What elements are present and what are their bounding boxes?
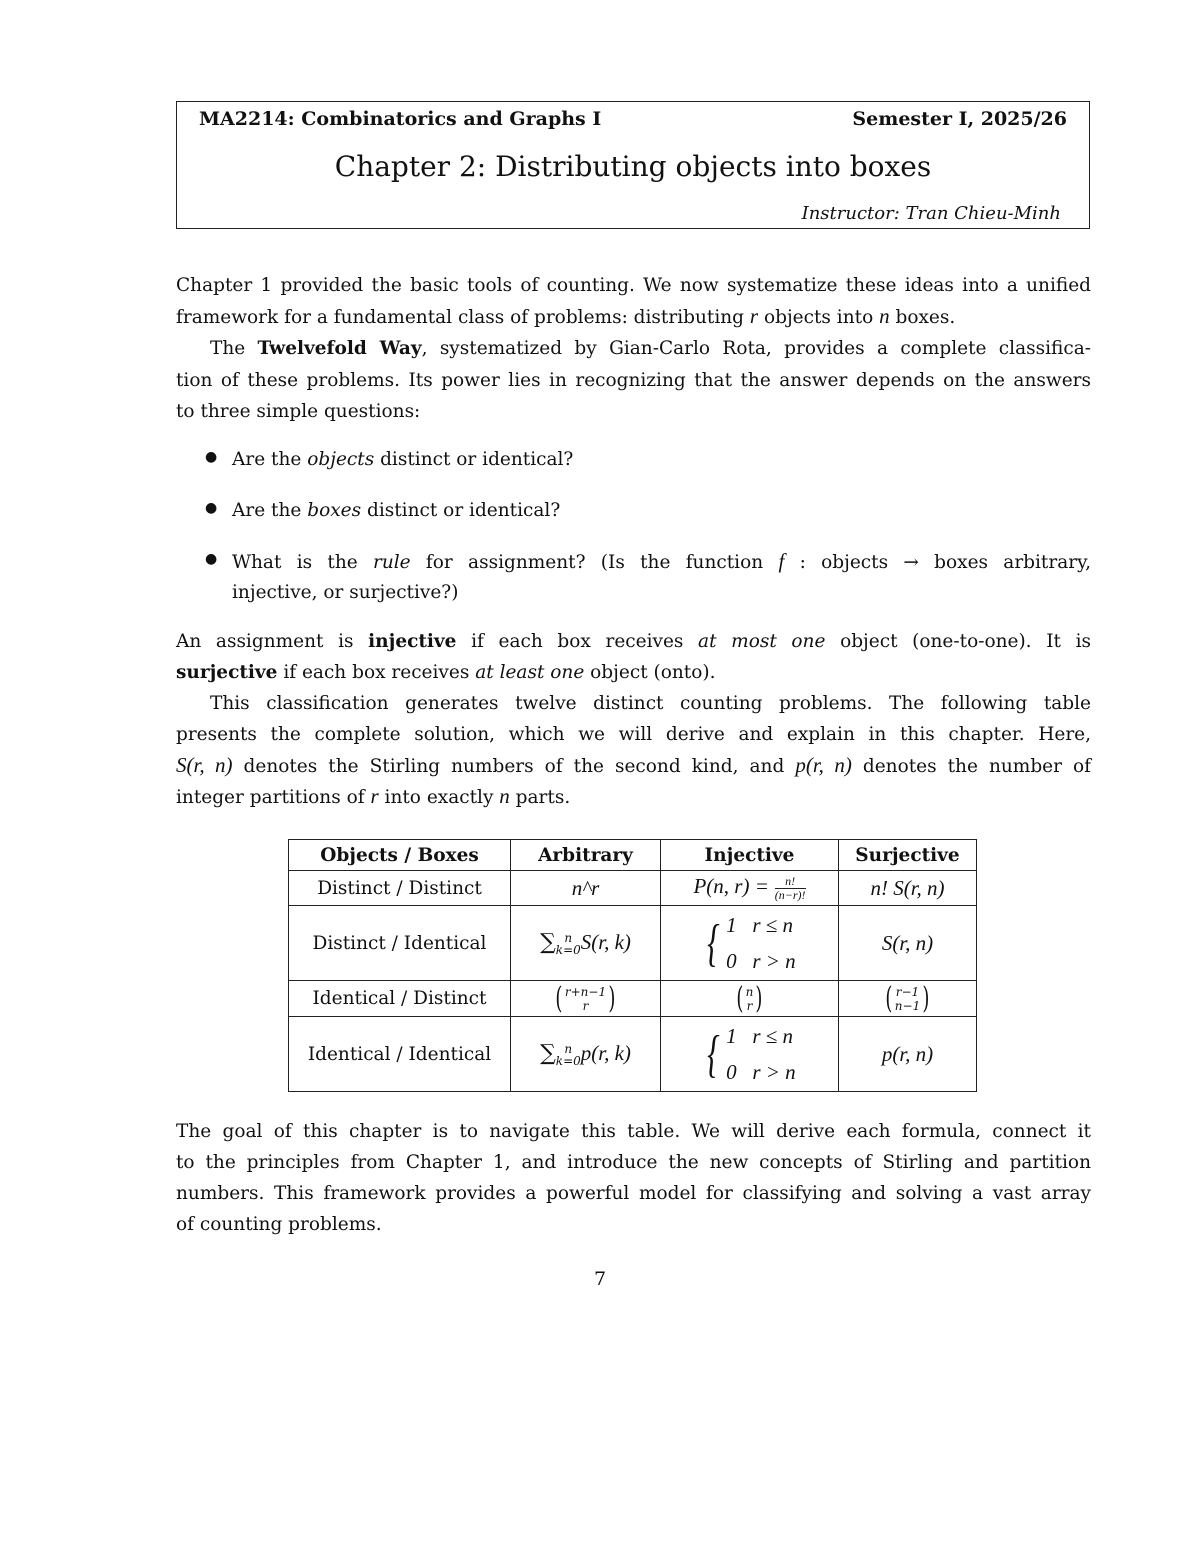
- bullet-icon: ●: [205, 500, 218, 516]
- paragraph-line: tion of these problems. Its power lies in recognizing that the answer depends on the answers: [176, 370, 1091, 391]
- table-row: [289, 981, 977, 1017]
- paragraph-line: The Twelvefold Way, systematized by Gian-Carlo Rota, provides a complete classifica-: [210, 338, 1091, 359]
- paragraph-line: S(r, n) denotes the Stirling numbers of the second kind, and p(r, n) denotes the number of: [176, 753, 1091, 777]
- bullet-icon: ●: [205, 449, 218, 465]
- row-label: Identical / Distinct: [289, 981, 511, 1017]
- paragraph-line: surjective if each box receives at least one object (onto).: [176, 662, 716, 683]
- formula-cell: ( r−1 n−1 ): [839, 981, 977, 1017]
- paragraph-line: to the principles from Chapter 1, and introduce the new concepts of Stirling and partition: [176, 1152, 1091, 1173]
- header-cell: Objects / Boxes: [289, 840, 511, 871]
- formula-cell: n^r: [511, 871, 661, 906]
- header-cell: Surjective: [839, 840, 977, 871]
- bullet-item: Are the boxes distinct or identical?: [232, 500, 561, 521]
- semester: Semester I, 2025/26: [852, 108, 1067, 130]
- chapter-header-box: [176, 101, 1090, 229]
- formula-cell: S(r, n): [839, 906, 977, 981]
- twelvefold-way-table: [288, 839, 977, 1092]
- paragraph-line: This classification generates twelve distinct counting problems. The following table: [210, 693, 1091, 714]
- formula-cell: n! S(r, n): [839, 871, 977, 906]
- paragraph-line: Chapter 1 provided the basic tools of counting. We now systematize these ideas into a unified: [176, 275, 1091, 296]
- chapter-title: Chapter 2: Distributing objects into boxes: [334, 150, 932, 183]
- course-title: MA2214: Combinatorics and Graphs I: [199, 108, 602, 130]
- paragraph-line: The goal of this chapter is to navigate this table. We will derive each formula, connect it: [176, 1121, 1091, 1142]
- row-label: Identical / Identical: [289, 1017, 511, 1092]
- header-cell: Arbitrary: [511, 840, 661, 871]
- paragraph-line: numbers. This framework provides a powerful model for classifying and solving a vast array: [176, 1183, 1091, 1204]
- paragraph-line: framework for a fundamental class of problems: distributing r objects into n boxes.: [176, 304, 956, 328]
- bullet-item: Are the objects distinct or identical?: [232, 449, 574, 470]
- table-row: [289, 871, 977, 906]
- paragraph-line: integer partitions of r into exactly n parts.: [176, 784, 571, 808]
- header-cell: Injective: [661, 840, 839, 871]
- formula-cell: { 1 r ≤ n 0 r > n: [661, 1017, 839, 1092]
- paragraph-line: to three simple questions:: [176, 401, 421, 422]
- paragraph-line: presents the complete solution, which we will derive and explain in this chapter. Here,: [176, 724, 1091, 745]
- formula-cell: ∑ n k=0 p(r, k): [511, 1017, 661, 1092]
- row-label: Distinct / Identical: [289, 906, 511, 981]
- formula-cell: p(r, n): [839, 1017, 977, 1092]
- formula-cell: ∑ n k=0 S(r, k): [511, 906, 661, 981]
- formula-cell: ( r+n−1 r ): [511, 981, 661, 1017]
- formula-cell: { 1 r ≤ n 0 r > n: [661, 906, 839, 981]
- table-row: [289, 1017, 977, 1092]
- bullet-icon: ●: [205, 551, 218, 567]
- table-row: [289, 906, 977, 981]
- bullet-item: What is the rule for assignment? (Is the function f : objects → boxes arbitrary,: [232, 549, 1091, 573]
- paragraph-line: An assignment is injective if each box receives at most one object (one-to-one). It is: [176, 631, 1091, 652]
- row-label: Distinct / Distinct: [289, 871, 511, 906]
- bullet-item-continued: injective, or surjective?): [232, 582, 459, 603]
- formula-cell: ( n r ): [661, 981, 839, 1017]
- instructor: Instructor: Tran Chieu-Minh: [801, 203, 1061, 224]
- formula-cell: P(n, r) = $\frac{n!}{(n-r)!}$: [661, 871, 839, 906]
- table-header-row: [289, 840, 977, 871]
- page-number: 7: [593, 1268, 607, 1290]
- paragraph-line: of counting problems.: [176, 1214, 382, 1235]
